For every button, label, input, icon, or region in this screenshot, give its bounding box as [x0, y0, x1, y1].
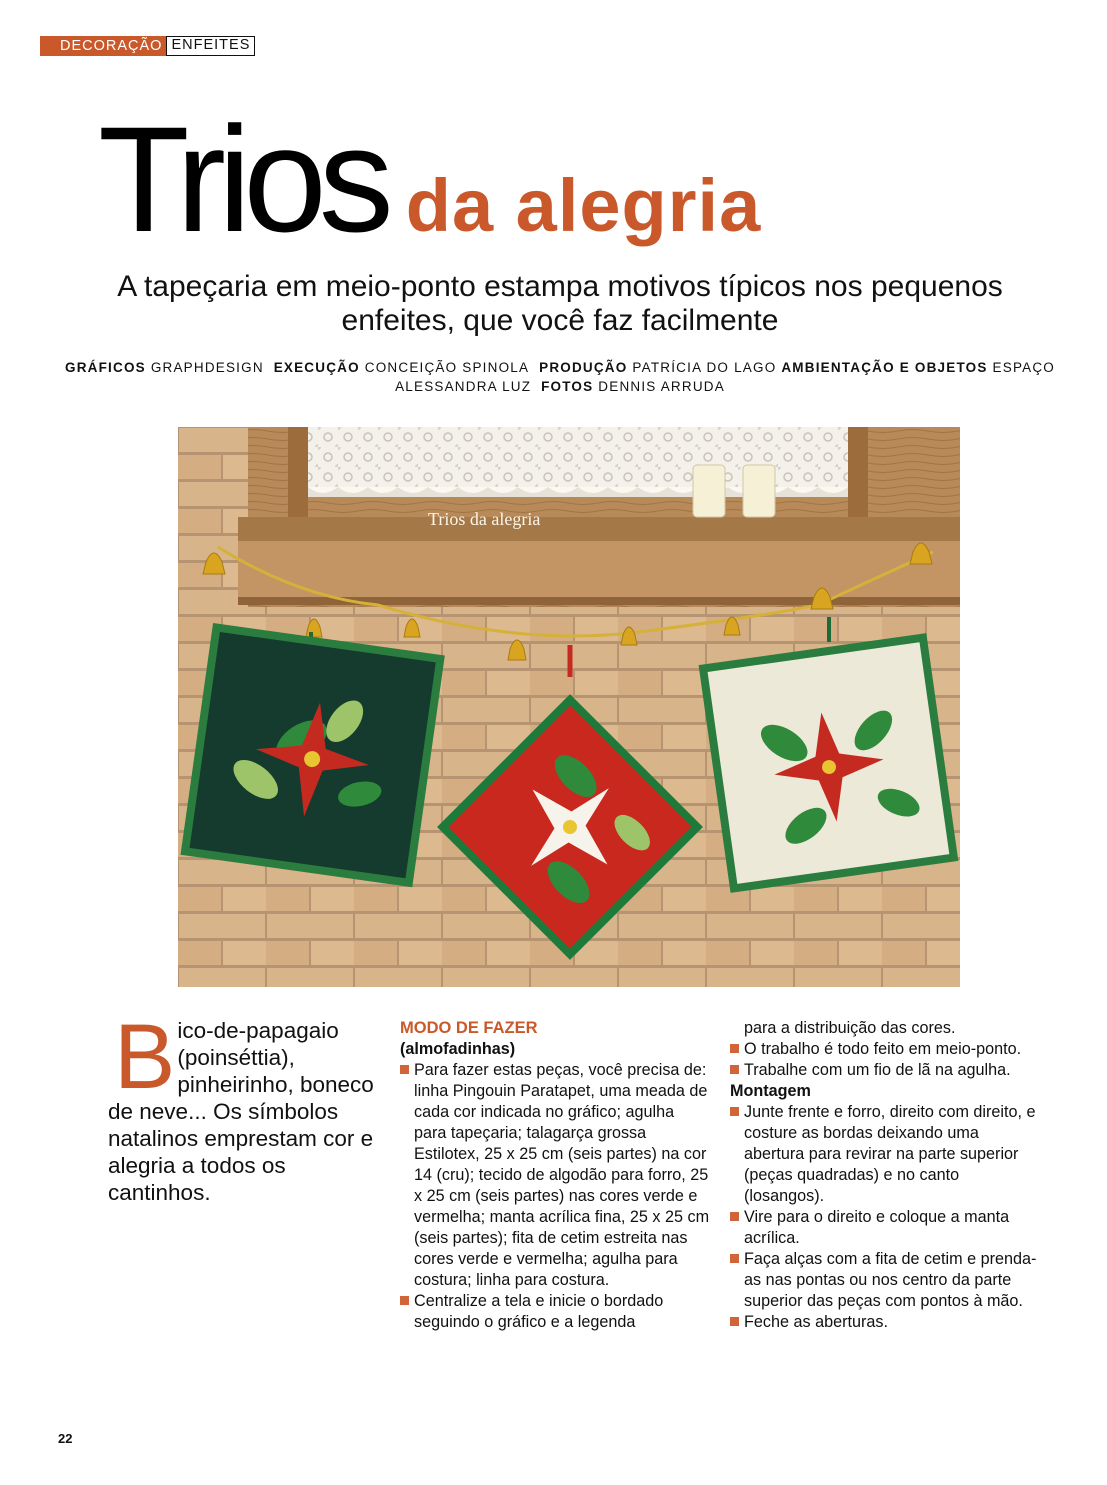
article-subtitle: A tapeçaria em meio-ponto estampa motivos típicos nos pequenos enfeites, que você faz facilmente	[117, 270, 1003, 337]
instructions-column-2	[730, 1018, 1040, 1333]
list-item: Para fazer estas peças, você precisa de: linha Pingouin Paratapet, uma meada de cada cor indicada no gráfico; agulha para tapeçaria; talagarça grossa Estilotex, 25 x 25 cm (seis partes) na cor 14 (cru); tecido de algodão para forro, 25 x 25 cm (seis partes) nas cores verde e vermelha; manta acrílica fina, 25 x 25 cm (seis partes); fita de cetim estreita nas cores verde e vermelha; agulha para costura; linha para costura.	[400, 1060, 710, 1291]
list-item: Feche as aberturas.	[730, 1312, 1040, 1333]
title-accent: da alegria	[405, 164, 762, 247]
credit-producao: PATRÍCIA DO LAGO	[632, 360, 777, 375]
instructions-subheading: (almofadinhas)	[400, 1040, 516, 1058]
credit-label-ambientacao: AMBIENTAÇÃO E OBJETOS	[781, 360, 988, 375]
intro-text: ico-de-papagaio (poinséttia), pinheirinho, boneco de neve... Os símbolos natalinos emprestam cor e alegria a todos os cantinhos.	[108, 1018, 374, 1205]
credits	[60, 358, 1060, 396]
drop-cap: B	[114, 1006, 176, 1108]
section-subcategory: ENFEITES	[166, 36, 255, 56]
intro-paragraph	[108, 1006, 388, 1206]
page-number: 22	[58, 1431, 73, 1446]
credit-fotos: DENNIS ARRUDA	[598, 379, 725, 394]
instructions-heading: MODO DE FAZER	[400, 1019, 538, 1037]
article-photo	[178, 427, 960, 987]
credit-label-graficos: GRÁFICOS	[65, 360, 146, 375]
list-item: Centralize a tela e inicie o bordado seguindo o gráfico e a legenda	[400, 1291, 710, 1333]
section-tag	[40, 36, 255, 56]
title-main: Trios	[98, 95, 386, 263]
credit-label-fotos: FOTOS	[541, 379, 594, 394]
article-title	[98, 95, 762, 263]
credit-label-producao: PRODUÇÃO	[539, 360, 628, 375]
photo-illustration	[178, 427, 960, 987]
section-category: DECORAÇÃO	[40, 36, 166, 56]
montagem-heading: Montagem	[730, 1082, 811, 1100]
list-item: Vire para o direito e coloque a manta acrílica.	[730, 1207, 1040, 1249]
list-item-continuation: para a distribuição das cores.	[744, 1019, 956, 1037]
credit-label-execucao: EXECUÇÃO	[273, 360, 360, 375]
instructions-column-1	[400, 1018, 710, 1333]
credit-ambientacao: ESPAÇO ALESSANDRA LUZ	[395, 360, 1055, 394]
credit-graficos: GRAPHDESIGN	[150, 360, 264, 375]
credit-execucao: CONCEIÇÃO SPINOLA	[364, 360, 530, 375]
list-item: Junte frente e forro, direito com direito, e costure as bordas deixando uma abertura para revirar na parte superior (peças quadradas) e no canto (losangos).	[730, 1102, 1040, 1207]
list-item: O trabalho é todo feito em meio-ponto.	[730, 1039, 1040, 1060]
list-item: Faça alças com a fita de cetim e prenda-as nas pontas ou nos centro da parte superior das peças com pontos à mão.	[730, 1249, 1040, 1312]
photo-caption: Trios da alegria	[428, 509, 541, 529]
list-item: Trabalhe com um fio de lã na agulha.	[730, 1060, 1040, 1081]
